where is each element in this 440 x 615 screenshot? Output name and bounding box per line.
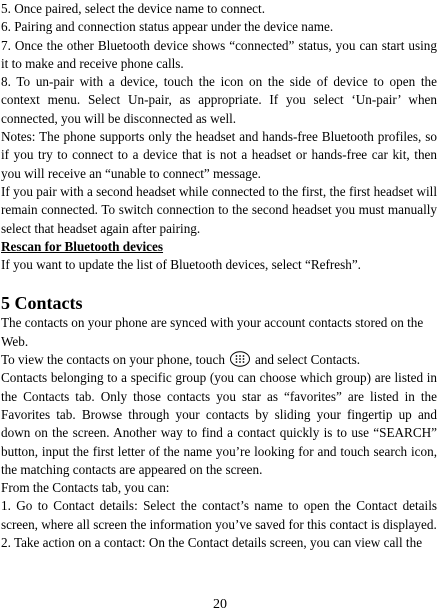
pairing-step-7: 7. Once the other Bluetooth device shows “connected” status, you can start using it to make and receive phone calls. — [1, 37, 437, 71]
contacts-from-tab: From the Contacts tab, you can: — [1, 480, 170, 496]
pairing-step-8: 8. To un-pair with a device, touch the icon on the side of device to open the context menu. Select Un-pair, as appropriate. If you select ‘Un-pair’ when connected, you will be disconnected as well. — [1, 74, 437, 126]
contacts-item-2: 2. Take action on a contact: On the Contact details screen, you can view call the — [1, 535, 423, 551]
apps-grid-icon — [229, 351, 251, 367]
rescan-heading-line — [0, 238, 440, 256]
section-spacer — [0, 274, 440, 292]
contacts-heading: 5 Contacts — [1, 293, 83, 314]
rescan-heading: Rescan for Bluetooth devices — [1, 238, 164, 254]
contacts-view-instructions — [0, 351, 440, 369]
contacts-item-1: 1. Go to Contact details: Select the contact’s name to open the Contact details screen, where all screen the information you’ve saved for this contact is displayed. — [1, 498, 437, 532]
contacts-intro: The contacts on your phone are synced with your account contacts stored on the Web. — [1, 315, 424, 349]
contacts-groups-paragraph: Contacts belonging to a specific group (you can choose which group) are listed in the Contacts tab. Only those contacts you star as “favorites” are listed in the Favorites tab. Browse through your contacts by sliding your fingertip up and down on the screen. Another way to find a contact quickly is to use “SEARCH” button, input the first letter of the name you’re looking for and touch search icon, the matching contacts are appeared on the screen. — [1, 370, 437, 477]
page-number: 20 — [213, 597, 227, 612]
view-text-after: and select Contacts. — [254, 352, 361, 368]
view-text-before: To view the contacts on your phone, touch — [1, 352, 225, 368]
rescan-text: If you want to update the list of Bluetooth devices, select “Refresh”. — [1, 257, 361, 273]
pairing-step-5: 5. Once paired, select the device name to connect. — [1, 1, 265, 16]
bluetooth-notes: Notes: The phone supports only the headset and hands-free Bluetooth profiles, so if you try to connect to a device that is not a headset or hands-free car kit, then you will receive an “unable to connect” message. — [1, 129, 437, 181]
second-headset-paragraph: If you pair with a second headset while connected to the first, the first headset will remain connected. To switch connection to the second headset you must manually select that headset again after pairing. — [1, 183, 437, 236]
pairing-step-6: 6. Pairing and connection status appear under the device name. — [1, 19, 334, 35]
